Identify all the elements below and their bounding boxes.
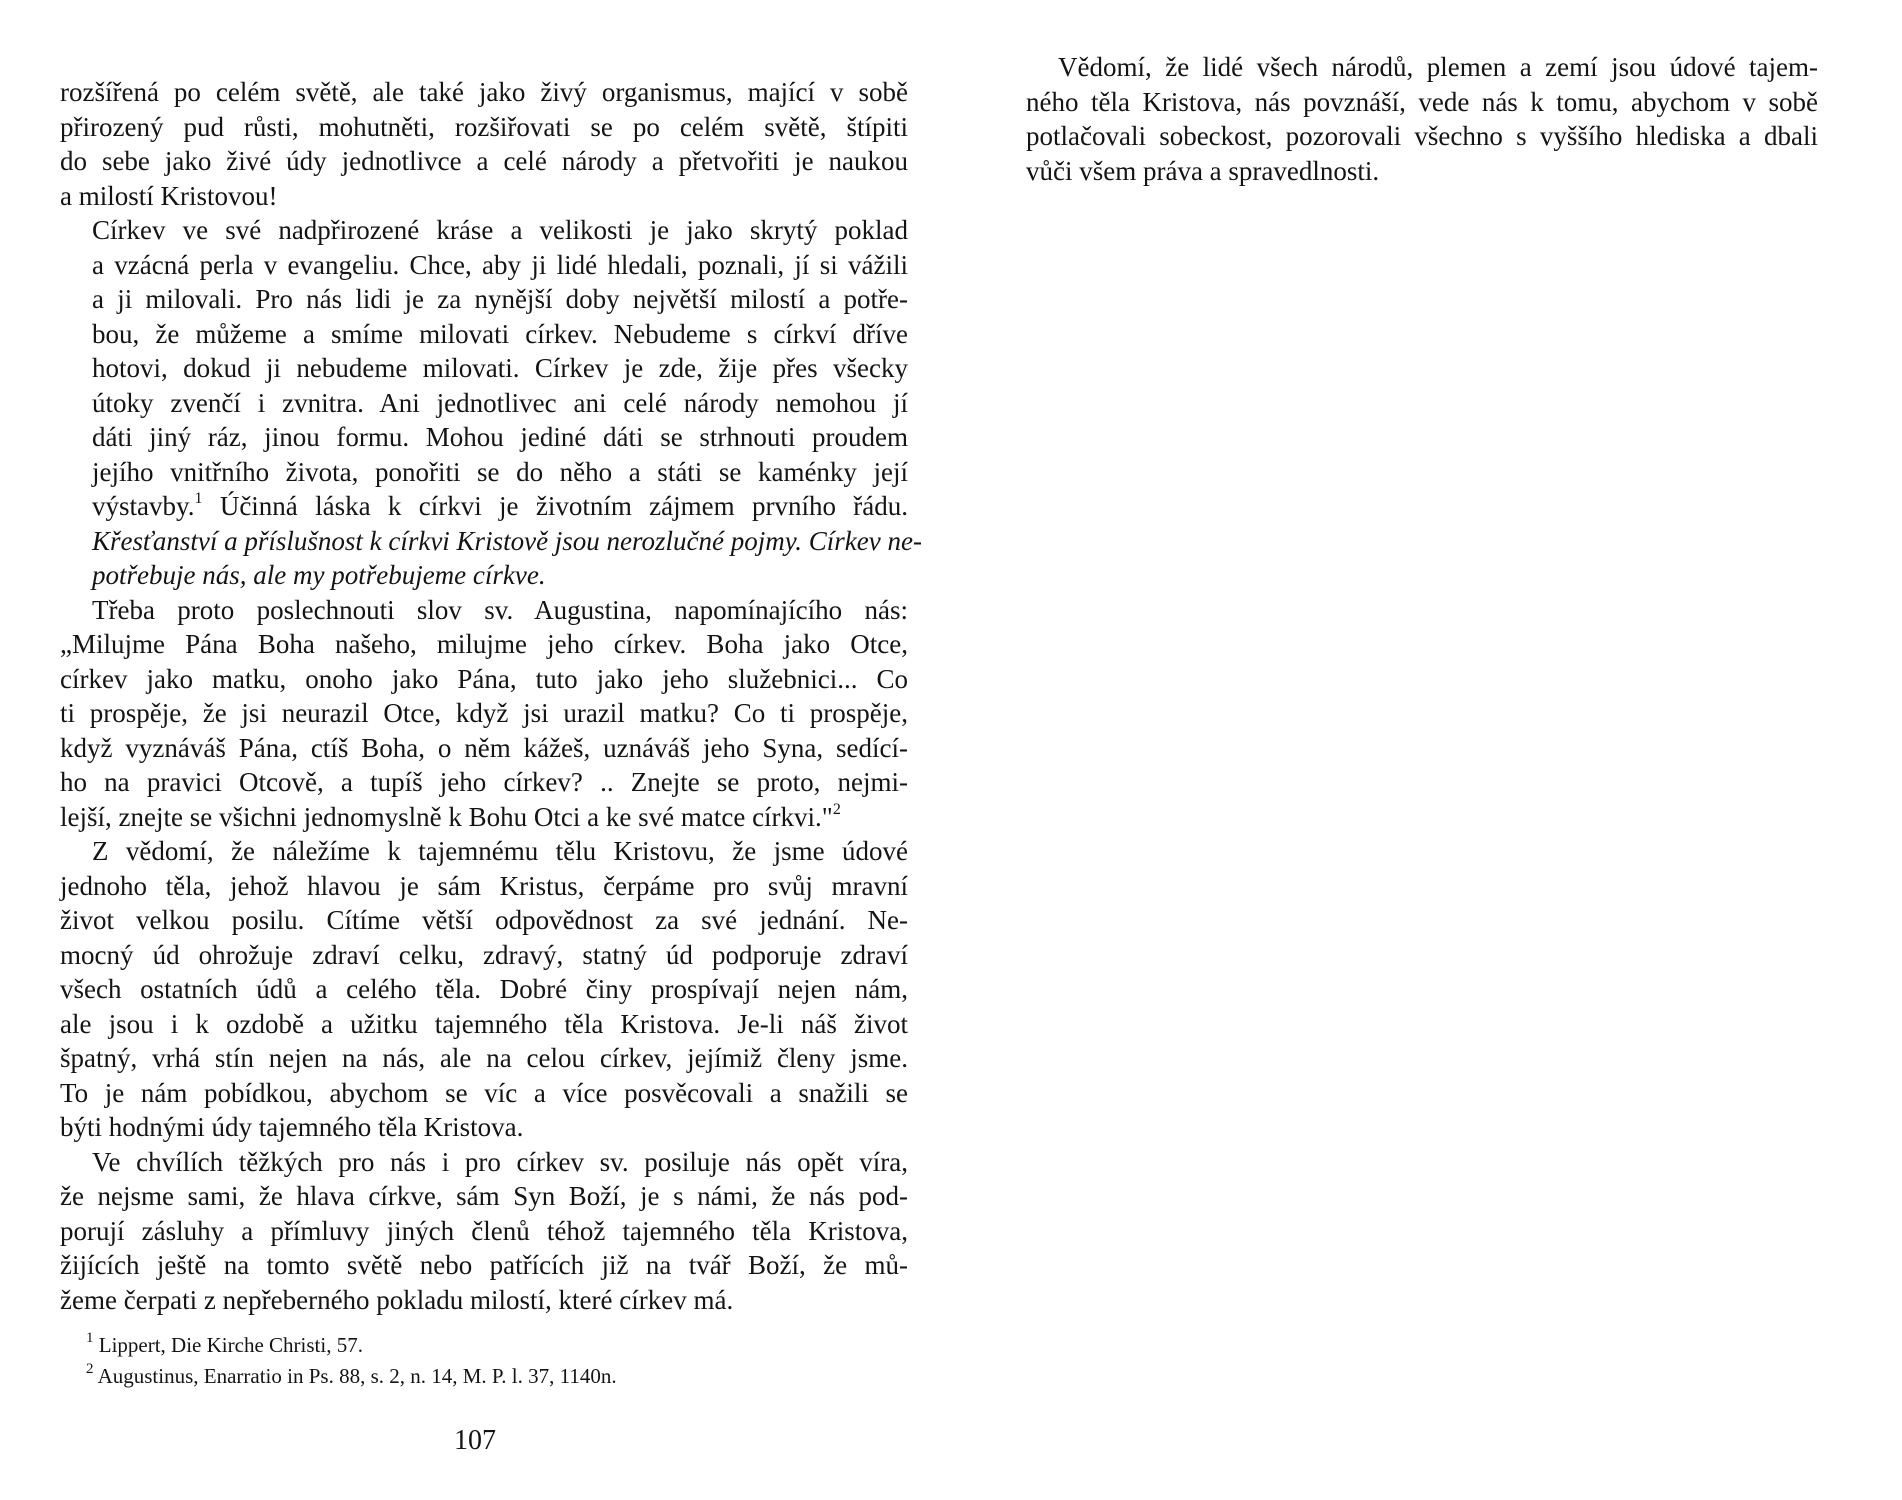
text-line: špatný, vrhá stín nejen na nás, ale na celou církev, jejímiž členy jsme. [60,1043,908,1073]
text-line: a ji milovali. Pro nás lidi je za nynější doby největší milostí a potře- [92,284,908,314]
footnote-2 [86,1361,906,1392]
italic-text-line: potřebuje nás, ale my potřebujeme církve. [92,560,546,590]
text-line: že nejsme sami, že hlava církve, sám Syn Boží, je s námi, že nás pod- [60,1181,908,1211]
text-line: mocný úd ohrožuje zdraví celku, zdravý, statný úd podporuje zdraví [60,939,908,970]
paragraph-1 [1026,50,1818,188]
italic-text-line: Křesťanství a příslušnost k církvi Kristově jsou nerozlučné pojmy. Církev ne- [92,525,922,556]
text-line: „Milujme Pána Boha našeho, milujme jeho církev. Boha jako Otce, [60,629,908,659]
text-line: porují zásluhy a přímluvy jiných členů téhož tajemného těla Kristova, [60,1215,908,1246]
text-line: Ve chvílích těžkých pro nás i pro církev sv. posiluje nás opět víra, [92,1146,908,1177]
text-line: útoky zvenčí i zvnitra. Ani jednotlivec ani celé národy nemohou jí [92,387,908,418]
footnote-number: 2 [86,1361,94,1377]
text-line: žeme čerpati z nepřeberného pokladu milostí, které církev má. [60,1284,734,1315]
footnote-1 [86,1330,906,1361]
text-fragment: Účinná láska k církvi je životním zájmem prvního řádu. [202,491,908,521]
text-fragment: výstavby. [92,491,195,521]
text-line: vůči všem práva a spravedlnosti. [1026,155,1380,186]
right-page [951,0,1902,1500]
left-page-body-text [60,75,922,1317]
text-line: Vědomí, že lidé všech národů, plemen a zemí jsou údové tajem- [1058,52,1818,82]
text-line: církev jako matku, onoho jako Pána, tuto jako jeho služebnici... Co [60,663,908,694]
text-line: do sebe jako živé údy jednotlivce a celé národy a přetvořiti je naukou [60,146,908,176]
text-line: žijících ještě na tomto světě nebo patřících již na tvář Boží, že mů- [60,1250,908,1280]
footnote-reference: 2 [832,800,841,818]
right-page-body-text [1026,50,1818,188]
text-line: ti prospěje, že jsi neurazil Otce, když jsi urazil matku? Co ti prospěje, [60,698,908,728]
text-line: ale jsou i k ozdobě a užitku tajemného těla Kristova. Je-li náš život [60,1008,908,1039]
text-line: když vyznáváš Pána, ctíš Boha, o něm kážeš, uznáváš jeho Syna, sedící- [60,732,908,763]
text-line: ného těla Kristova, nás povznáší, vede nás k tomu, abychom v sobě [1026,86,1818,117]
text-line: a vzácná perla v evangeliu. Chce, aby ji lidé hledali, poznali, jí si vážili [92,249,908,280]
paragraph-1 [60,75,908,213]
text-line: život velkou posilu. Cítíme větší odpovědnost za své jednání. Ne- [60,905,908,935]
text-line-with-footnote-ref [60,800,908,835]
text-line: ho na pravici Otcově, a tupíš jeho církev? .. Znejte se proto, nejmi- [60,767,908,797]
footnote-number: 1 [86,1330,94,1346]
text-line: Z vědomí, že náležíme k tajemnému tělu Kristovu, že jsme údové [92,836,908,866]
footnote-text: Lippert, Die Kirche Christi, 57. [93,1333,363,1357]
text-line: všech ostatních údů a celého těla. Dobré činy prospívají nejen nám, [60,974,908,1004]
text-line: a milostí Kristovou! [60,180,278,211]
text-fragment: lejší, znejte se všichni jednomyslně k Bohu Otci a ke své matce církvi." [60,801,833,832]
text-line: jednoho těla, jehož hlavou je sám Kristus, čerpáme pro svůj mravní [60,870,908,901]
paragraph-2 [60,213,922,593]
paragraph-4 [60,834,908,1145]
text-line: dáti jiný ráz, jinou formu. Mohou jediné dáti se strhnouti proudem [92,422,908,452]
footnote-text: Augustinus, Enarratio in Ps. 88, s. 2, n. 14, M. P. l. 37, 1140n. [93,1364,617,1388]
paragraph-5 [60,1145,908,1318]
text-line: Třeba proto poslechnouti slov sv. Augustina, napomínajícího nás: [92,594,908,625]
text-line: hotovi, dokud ji nebudeme milovati. Církev je zde, žije přes všecky [92,353,908,383]
text-line: To je nám pobídkou, abychom se víc a více posvěcovali a snažili se [60,1077,908,1108]
text-line: býti hodnými údy tajemného těla Kristova. [60,1112,524,1142]
text-line: Církev ve své nadpřirozené kráse a velikosti je jako skrytý poklad [92,215,908,245]
footnote-reference: 1 [194,490,203,507]
page-number: 107 [454,1425,496,1456]
text-line: rozšířená po celém světě, ale také jako živý organismus, mající v sobě [60,77,908,107]
paragraph-3 [60,593,908,835]
footnotes [86,1330,906,1392]
text-line: bou, že můžeme a smíme milovati církev. Nebudeme s církví dříve [92,318,908,349]
text-line: přirozený pud růsti, mohutněti, rozšiřovati se po celém světě, štípiti [60,111,908,142]
text-line: potlačovali sobeckost, pozorovali všechno s vyššího hlediska a dbali [1026,121,1818,151]
text-line: jejího vnitřního života, ponořiti se do něho a státi se kaménky její [92,456,908,487]
text-line-with-footnote-ref [60,489,908,524]
